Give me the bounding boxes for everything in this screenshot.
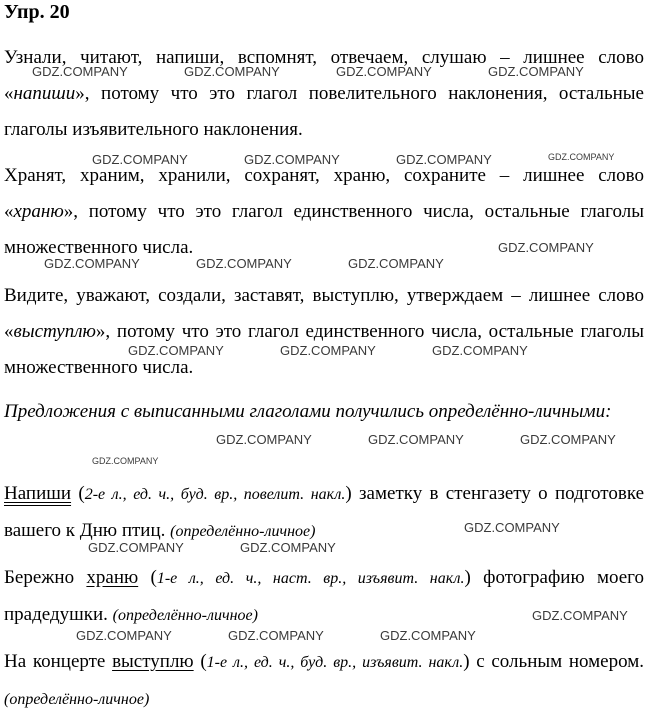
grammar-note-1: 2-е л., ед. ч., буд. вр., повелит. накл. bbox=[84, 486, 346, 503]
watermark: GDZ.COMPANY bbox=[216, 432, 312, 447]
watermark: GDZ.COMPANY bbox=[336, 64, 432, 79]
verb-3: выступлю bbox=[112, 651, 194, 672]
note-close: ) bbox=[143, 691, 150, 708]
sentence-1 bbox=[4, 476, 644, 550]
watermark: GDZ.COMPANY bbox=[464, 520, 560, 535]
watermark: GDZ.COMPANY bbox=[244, 152, 340, 167]
paragraph-3 bbox=[4, 278, 644, 386]
watermark: GDZ.COMPANY bbox=[92, 152, 188, 167]
watermark: GDZ.COMPANY bbox=[348, 256, 444, 271]
watermark: GDZ.COMPANY bbox=[532, 608, 628, 623]
watermark: GDZ.COMPANY bbox=[44, 256, 140, 271]
watermark: GDZ.COMPANY bbox=[520, 432, 616, 447]
paragraph-4-heading: Предложения с выписанными глаголами получились определённо-личными: bbox=[4, 401, 612, 422]
sentence-type-1: определённо-личное bbox=[175, 523, 311, 540]
watermark: GDZ.COMPANY bbox=[184, 64, 280, 79]
verb-2: храню bbox=[86, 567, 139, 588]
sentence-2-lead: Бережно bbox=[4, 567, 87, 588]
watermark: GDZ.COMPANY bbox=[196, 256, 292, 271]
paren-open: ( bbox=[138, 567, 157, 588]
watermark: GDZ.COMPANY bbox=[88, 540, 184, 555]
quote-close: » bbox=[95, 321, 106, 342]
odd-word-3: выступлю bbox=[13, 321, 96, 342]
verb-1: Напиши bbox=[4, 483, 72, 504]
watermark: GDZ.COMPANY bbox=[228, 628, 324, 643]
paragraph-1-line1: Узнали, читают, напиши, вспомнят, отвечаем, слушаю – лишнее слово bbox=[4, 47, 644, 68]
paragraph-1 bbox=[4, 40, 644, 148]
odd-word-1: напиши bbox=[13, 83, 76, 104]
paragraph-1-rest: , потому что это глагол повелительного наклонения, остальные глаголы изъявительного наклонения. bbox=[4, 83, 644, 140]
quote-close: » bbox=[63, 201, 74, 222]
paren-close: ) bbox=[345, 483, 352, 504]
watermark: GDZ.COMPANY bbox=[368, 432, 464, 447]
sentence-3-lead: На концерте bbox=[4, 651, 113, 672]
quote-open: « bbox=[4, 321, 14, 342]
quote-open: « bbox=[4, 83, 14, 104]
watermark: GDZ.COMPANY bbox=[240, 540, 336, 555]
sentence-type-2: определённо-личное bbox=[117, 607, 253, 624]
watermark: GDZ.COMPANY bbox=[488, 64, 584, 79]
note-open: ( bbox=[112, 607, 118, 624]
odd-word-2: храню bbox=[13, 201, 64, 222]
sentence-type-3: определённо-личное bbox=[9, 691, 144, 708]
note-close: ) bbox=[310, 523, 316, 540]
sentence-2-text: фотографию моего прадедушки. bbox=[4, 567, 644, 625]
watermark: GDZ.COMPANY bbox=[76, 628, 172, 643]
paren-open: ( bbox=[71, 483, 85, 504]
exercise-title: Упр. 20 bbox=[4, 1, 70, 23]
paren-close: ) bbox=[464, 567, 471, 588]
watermark: GDZ.COMPANY bbox=[432, 343, 528, 358]
watermark: GDZ.COMPANY bbox=[498, 240, 594, 255]
note-open: ( bbox=[4, 691, 10, 708]
watermark: GDZ.COMPANY bbox=[280, 343, 376, 358]
watermark: GDZ.COMPANY bbox=[32, 64, 128, 79]
watermark: GDZ.COMPANY bbox=[380, 628, 476, 643]
grammar-note-2: 1-е л., ед. ч., наст. вр., изъявит. накл. bbox=[156, 570, 465, 587]
watermark: GDZ.COMPANY bbox=[92, 456, 159, 466]
note-open: ( bbox=[170, 523, 176, 540]
watermark: GDZ.COMPANY bbox=[548, 152, 615, 162]
paren-close: ) bbox=[463, 651, 470, 672]
note-close: ) bbox=[252, 607, 258, 624]
quote-open: « bbox=[4, 201, 14, 222]
grammar-note-3: 1-е л., ед. ч., буд. вр., изъявит. накл. bbox=[206, 654, 464, 671]
paragraph-2-line1: Хранят, храним, хранили, сохранят, храню, сохраните – лишнее слово bbox=[4, 165, 644, 186]
watermark: GDZ.COMPANY bbox=[128, 343, 224, 358]
paragraph-3-text: Видите, уважают, создали, заставят, выступлю, утверждаем – лишнее слово bbox=[4, 285, 644, 306]
paren-open: ( bbox=[193, 651, 207, 672]
sentence-3-text: с сольным номером. bbox=[469, 651, 645, 672]
sentence-1-text: заметку в стенгазету о подготовке вашего к Дню птиц. bbox=[4, 483, 645, 541]
paragraph-2-rest: , потому что это глагол единственного числа, остальные глаголы множественного числа. bbox=[4, 201, 644, 258]
paragraph-3-rest: , потому что это глагол единственного числа, остальные глаголы множественного числа. bbox=[4, 321, 644, 378]
watermark: GDZ.COMPANY bbox=[396, 152, 492, 167]
quote-close: » bbox=[75, 83, 85, 104]
